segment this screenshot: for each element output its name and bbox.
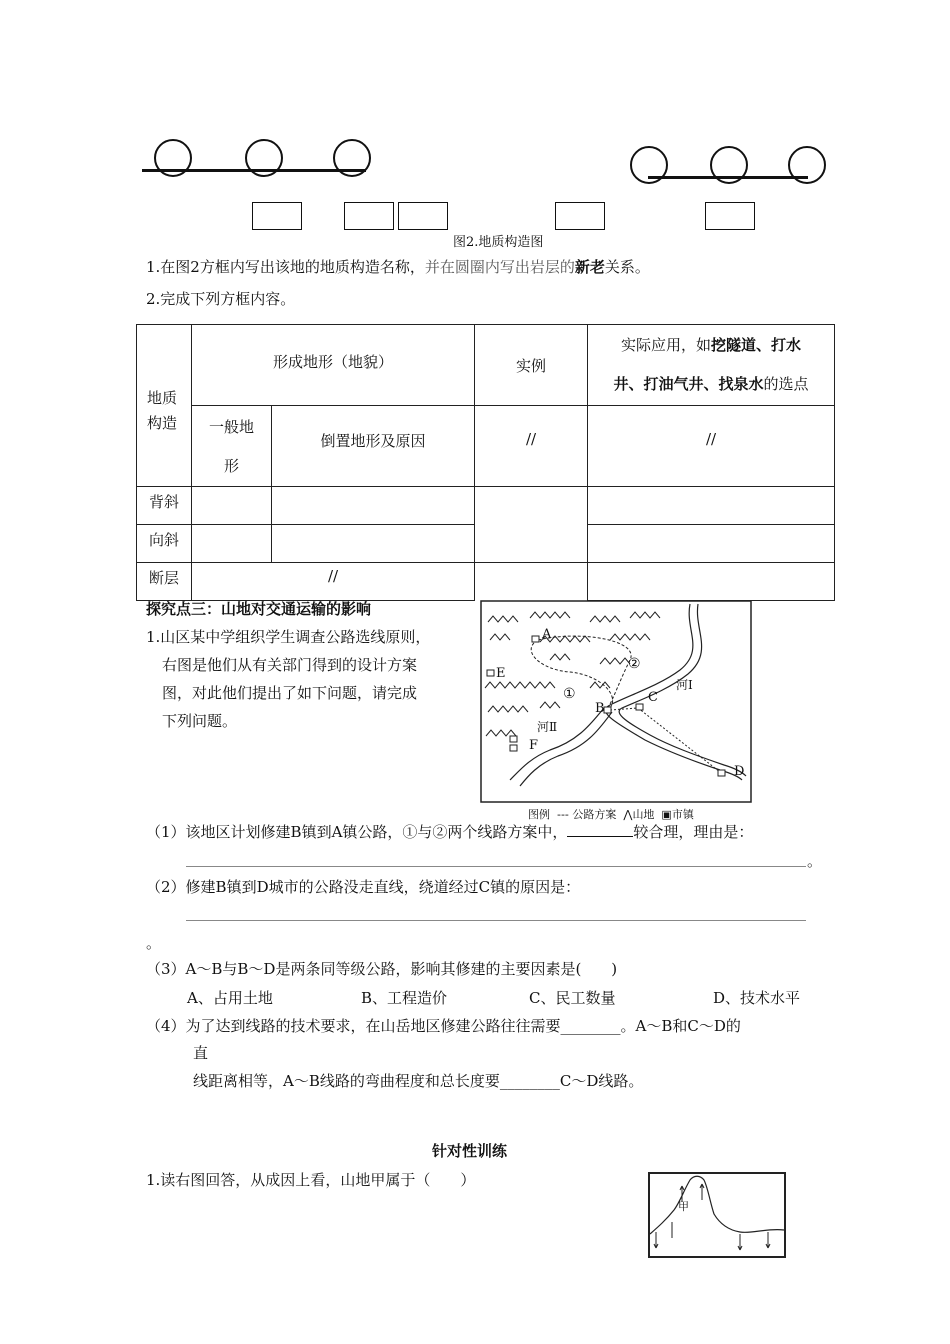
- mountain-figure-svg: [648, 1172, 786, 1258]
- map-legend: [528, 808, 694, 821]
- section3-title: 探究点三：山地对交通运输的影响: [146, 600, 372, 618]
- layer-circle-3: [333, 139, 371, 177]
- subq-4-a: （4）为了达到线路的技术要求，在山岳地区修建公路往往需要________。A～B和C～D的: [146, 1017, 741, 1035]
- structure-box-2[interactable]: [344, 202, 394, 230]
- subq-4-b: 直: [193, 1044, 209, 1062]
- structure-box-4[interactable]: [555, 202, 605, 230]
- figure-caption: 图2.地质构造图: [453, 235, 544, 250]
- route-map-svg: [480, 600, 752, 824]
- training-title: 针对性训练: [432, 1142, 508, 1160]
- layer-circle-5: [710, 146, 748, 184]
- header-structure-line1: 地质: [147, 389, 178, 407]
- subq-1: [146, 823, 753, 841]
- subq-1-answer-line[interactable]: [186, 866, 806, 867]
- header-example: 实例: [475, 325, 588, 406]
- map-label-F: F: [529, 738, 539, 753]
- subq-2: （2）修建B镇到D城市的公路没走直线，绕道经过C镇的原因是：: [146, 878, 581, 896]
- subq-4-c: 线距离相等，A～B线路的弯曲程度和总长度要________C～D线路。: [193, 1072, 644, 1090]
- map-label-river2: 河Ⅱ: [537, 720, 558, 734]
- cell-anticline-general[interactable]: [192, 487, 272, 525]
- row-fault: 断层: [137, 563, 192, 601]
- legend-route: 公路方案: [572, 808, 617, 821]
- training-q1: 1.读右图回答，从成因上看，山地甲属于（ ）: [146, 1171, 476, 1189]
- subheader-general-line2: 形: [223, 457, 239, 475]
- subheader-inverted: 倒置地形及原因: [272, 406, 475, 487]
- option-d[interactable]: D、技术水平: [713, 989, 801, 1007]
- subheader-general-line1: 一般地: [208, 418, 254, 436]
- section3-q1-line1: 1.山区某中学组织学生调查公路选线原则，: [146, 628, 431, 646]
- layer-circle-1: [154, 139, 192, 177]
- section3-q1-line2: 右图是他们从有关部门得到的设计方案: [162, 656, 418, 674]
- question-1-suffix: 关系。: [604, 258, 650, 276]
- map-label-route2: ②: [628, 656, 641, 672]
- map-label-A: A: [542, 627, 552, 642]
- cell-fault-example[interactable]: [475, 563, 588, 601]
- map-label-route1: ①: [563, 686, 576, 702]
- map-label-C: C: [648, 690, 658, 705]
- structure-box-3[interactable]: [398, 202, 448, 230]
- header-structure-line2: 构造: [147, 414, 178, 432]
- map-label-D: D: [734, 764, 745, 779]
- mountain-label-jia: 甲: [678, 1200, 689, 1213]
- section3-q1-line4: 下列问题。: [162, 712, 238, 730]
- subq-1-text: （1）该地区计划修建B镇到A镇公路，①与②两个线路方案中，: [146, 823, 568, 841]
- legend-town-icon: ▣: [657, 808, 672, 821]
- subq-1-blank[interactable]: [567, 836, 633, 837]
- layer-circle-4: [630, 146, 668, 184]
- subheader-general: [192, 406, 272, 487]
- cell-fault-application[interactable]: [588, 563, 835, 601]
- slash-example: //: [475, 406, 588, 487]
- question-2: 2.完成下列方框内容。: [146, 290, 296, 308]
- cell-fault-slash: //: [192, 563, 475, 601]
- layer-circle-6: [788, 146, 826, 184]
- question-1: [146, 258, 650, 276]
- cell-anticline-application[interactable]: [588, 487, 835, 525]
- cell-syncline-general[interactable]: [192, 525, 272, 563]
- option-a[interactable]: A、占用土地: [187, 989, 273, 1007]
- application-pre: 实际应用，如: [620, 336, 711, 354]
- slash-application: //: [588, 406, 835, 487]
- subq-1-tail: 较合理，理由是：: [633, 823, 754, 841]
- header-landform: 形成地形（地貌）: [192, 325, 475, 406]
- cell-fold-example[interactable]: [475, 487, 588, 563]
- question-1-bold: 新老: [574, 258, 605, 276]
- option-c[interactable]: C、民工数量: [529, 989, 616, 1007]
- header-application: [588, 325, 835, 406]
- subq-1-end: 。: [807, 852, 823, 870]
- question-1-prefix: 1.在图2方框内写出该地的地质构造名称，: [146, 258, 425, 276]
- structure-box-5[interactable]: [705, 202, 755, 230]
- legend-town: 市镇: [671, 808, 694, 821]
- layer-circle-2: [245, 139, 283, 177]
- map-label-E: E: [496, 666, 506, 681]
- application-bold-2: 井、打油气井、找泉水: [613, 375, 764, 393]
- legend-mountain-icon: ⋀: [619, 808, 633, 821]
- cell-anticline-inverted[interactable]: [272, 487, 475, 525]
- section3-q1-line3: 图，对此他们提出了如下问题，请完成: [162, 684, 418, 702]
- question-1-obscured: 并在圆圈内写出岩层的: [424, 258, 575, 276]
- legend-title: 图例: [528, 808, 550, 821]
- application-bold-1: 挖隧道、打水: [711, 336, 802, 354]
- structure-box-1[interactable]: [252, 202, 302, 230]
- application-post: 的选点: [763, 375, 809, 393]
- subq-2-answer-line[interactable]: [186, 920, 806, 921]
- legend-mountain: 山地: [632, 808, 655, 821]
- cell-syncline-application[interactable]: [588, 525, 835, 563]
- row-anticline: 背斜: [137, 487, 192, 525]
- map-label-river1: 河Ⅰ: [676, 678, 693, 692]
- legend-route-symbol: ---: [553, 808, 573, 821]
- option-b[interactable]: B、工程造价: [361, 989, 448, 1007]
- map-label-B: B: [595, 701, 605, 716]
- cell-syncline-inverted[interactable]: [272, 525, 475, 563]
- structure-table: [136, 324, 835, 601]
- row-syncline: 向斜: [137, 525, 192, 563]
- subq-3: （3）A～B与B～D是两条同等级公路，影响其修建的主要因素是( ): [146, 960, 618, 978]
- header-structure: [137, 325, 192, 487]
- subq-2-end: 。: [146, 934, 162, 952]
